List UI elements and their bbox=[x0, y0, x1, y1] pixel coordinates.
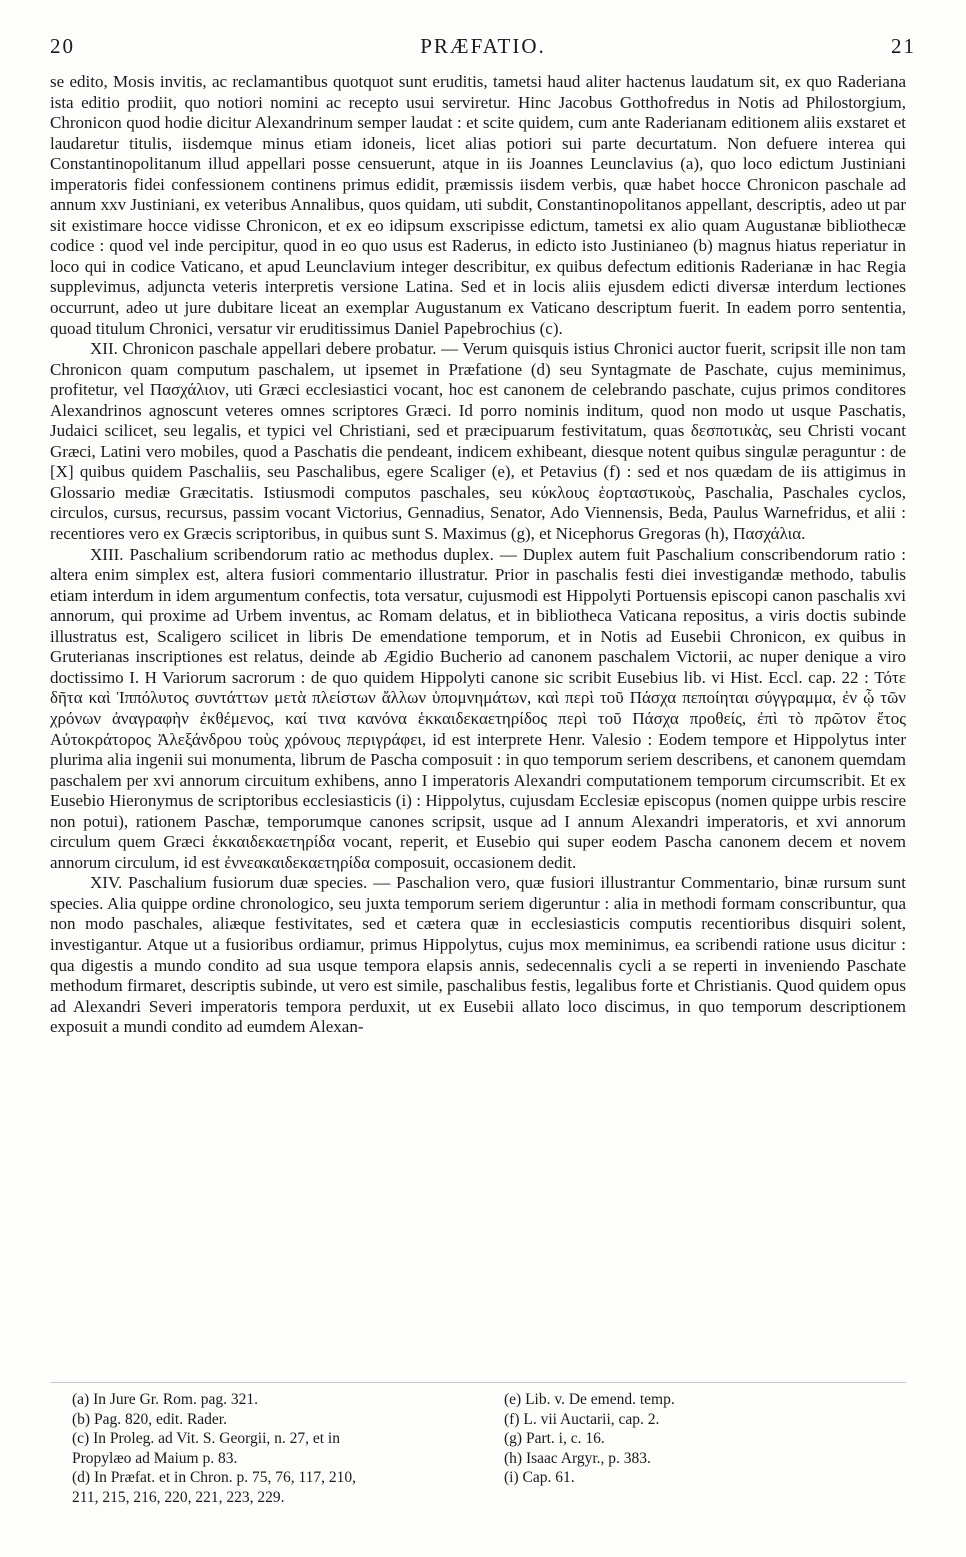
paragraph-continuation: se edito, Mosis invitis, ac reclamantibus quotquot sunt eruditis, tametsi haud aliter hactenus laudatum sit, ex quo Raderiana ista editio prodiit, quo notiori nomini ac recepto usui serviretur. Hinc Jacobus Gotthofredus in Notis ad Philostorgium, Chronicon quod hodie dicitur Alexandrinum semper laudat : et scite quidem, cum ante Raderianam editionem aliis exstaret et laudaretur titulis, iisdemque minus etiam idoneis, licet alias potiori sui parte decurtatum. Non defuere interea qui Constantinopolitanum illud appellari posse censuerunt, atque in iis Joannes Leunclavius (a), quo loco edictum Justiniani imperatoris fidei confessionem continens primus edidit, præmissis iisdem verbis, quæ habet hocce Chronicon paschale ad annum xxv Justiniani, ex veteribus Annalibus, quos quidam, uti subdit, Constantinopolitanos appellant, descriptis, adeo ut par sit existimare hocce vidisse Chronicon, et ex eo idipsum exscripisse edictum, tametsi ex alio quam Augustanæ bibliothecæ codice : quod vel inde percipitur, quod in eo quo usus est Raderus, in edicto isto Justinianeo (b) magnus hiatus reperiatur in loco qui in codice Vaticano, et apud Leunclavium integer describitur, ex quibus defectum editionis Raderianæ in hac Regia supplevimus, adjuncta veteris interpretis versione Latina. Sed et in locis aliis ejusdem edicti diversæ interdum lectiones occurrunt, adeo ut jure dubitare liceat an exemplar Augustanum ex Vaticano descriptum fuerit. In eadem porro sententia, quoad titulum Chronici, versatur vir eruditissimus Daniel Papebrochius (c). bbox=[50, 72, 906, 338]
footnote: (f) L. vii Auctarii, cap. 2. bbox=[504, 1410, 660, 1428]
footnote: (e) Lib. v. De emend. temp. bbox=[504, 1391, 675, 1408]
footnote: (b) Pag. 820, edit. Rader. bbox=[72, 1410, 227, 1428]
page-number-left: 20 bbox=[50, 34, 75, 58]
footnote: (h) Isaac Argyr., p. 383. bbox=[504, 1449, 651, 1467]
footnotes-left-column bbox=[72, 1390, 492, 1508]
footnotes-right-column bbox=[504, 1390, 894, 1488]
section-xiii: XIII. Paschalium scribendorum ratio ac methodus duplex. — Duplex autem fuit Paschalium conscribendorum ratio : altera enim simplex est, altera fusiori commentario illustratur. Prior in paschalis festi diei investigandæ methodo, tabulis etiam interdum in idem argumentum confectis, tota versatur, cujusmodi est Hippolyti Portuensis episcopi canon paschalis xvi annorum, qui proxime ad Urbem inventus, ac Romam delatus, et in bibliotheca Vaticana repositus, a viris doctis subinde illustratus est, Scaligero scilicet in libris De emendatione temporum, et in Notis ad Eusebii Chronicon, ex quibus in Gruterianas inscriptiones est relatus, deinde ab Ægidio Bucherio ad canonem paschalem Victorii, ac nuper denique a viro doctissimo I. H Variorum sacrorum : de quo quidem Hippolyti canone sic scribit Eusebius lib. vi Hist. Eccl. cap. 22 : Τότε δῆτα καὶ Ἱππόλυτος συντάττων μετὰ πλείστων ἄλλων ὑπομνημάτων, καὶ περὶ τοῦ Πάσχα πεποίηται σύγγραμμα, ἐν ᾧ τῶν χρόνων ἀναγραφὴν ἐκθέμενος, καί τινα κανόνα ἑκκαιδεκαετηρίδος περὶ τοῦ Πάσχα προθείς, ἐπὶ τὸ πρῶτον ἔτος Αὐτοκράτορος Ἀλεξάνδρου τοὺς χρόνους περιγράφει, id est interprete Henr. Valesio : Eodem tempore et Hippolytus inter plurima alia ingenii sui monumenta, librum de Pascha composuit : in quo temporum seriem describens, et canonem quemdam paschalem per xvi annorum circuitum exhibens, anno I imperatoris Alexandri computationem temporum circumscribit. Et ex Eusebio Hieronymus de scriptoribus ecclesiasticis (i) : Hippolytus, cujusdam Ecclesiæ episcopus (nomen quippe urbis rescire non potui), rationem Paschæ, temporumque canones scripsit, usque ad I annum Alexandri imperatoris, et xvi annorum circulum quem Græci ἑκκαιδεκαετηρίδα vocant, reperit, et Eusebio qui super eodem Pascha canonem decem et novem annorum circulum, id est ἐννεακαιδεκαετηρίδα composuit, occasionem dedit. bbox=[50, 544, 906, 872]
footnote: (i) Cap. 61. bbox=[504, 1469, 575, 1487]
footnote: 211, 215, 216, 220, 221, 223, 229. bbox=[72, 1488, 285, 1506]
footnote: (c) In Proleg. ad Vit. S. Georgii, n. 27, et in bbox=[72, 1430, 340, 1448]
running-header bbox=[50, 34, 916, 64]
footnote-rule bbox=[50, 1382, 906, 1383]
section-xii: XII. Chronicon paschale appellari debere probatur. — Verum quisquis istius Chronici auctor fuerit, scripsit ille non tam Chronicon quam computum paschalem, ut ipsemet in Præfatione (d) seu Syntagmate de Paschate, cujus meminimus, profitetur, vel Πασχάλιον, uti Græci ecclesiastici vocant, hoc est canonem de celebrando paschate, cujus primos conditores Alexandrinos agnoscunt veteres omnes scriptores Græci. Id porro nominis inditum, quod non modo ut usque Paschatis, Judaici scilicet, seu legalis, et typici vel Christiani, sed et præcipuarum festivitatum, quas δεσποτικὰς, seu Christi vocant Græci, Latini vero mobiles, quod a Paschatis die pendeant, indicem exhibeant, diesque notent quibus singulæ peraguntur : de [X] quibus quidem Paschaliis, seu Paschalibus, egere Scaliger (e), et Petavius (f) : sed et nos quædam de iis attigimus in Glossario mediæ Græcitatis. Istiusmodi computos paschales, seu κύκλους ἑορταστικοὺς, Paschalia, Paschales cyclos, circulos, cursus, recursus, passim vocant Victorius, Gennadius, Senator, Ado Viennensis, Beda, Paulus Warnefridus, et alii : recentiores vero ex Græcis scriptoribus, in quibus sunt S. Maximus (g), et Nicephorus Gregoras (h), Πασχάλια. bbox=[50, 339, 906, 544]
main-text bbox=[50, 72, 906, 1038]
running-title: PRÆFATIO. bbox=[420, 34, 546, 58]
footnote: (g) Part. i, c. 16. bbox=[504, 1430, 605, 1448]
footnote: (d) In Præfat. et in Chron. p. 75, 76, 117, 210, bbox=[72, 1469, 356, 1487]
section-xiv: XIV. Paschalium fusiorum duæ species. — Paschalion vero, quæ fusiori illustrantur Commentario, binæ rursum sunt species. Alia quippe ordine chronologico, seu juxta temporum seriem digeruntur : alia in methodi formam conscribuntur, qua non modo paschales, aliæque festivitates, sed et cætera quæ in ecclesiasticis computis recentioribus disquiri solent, investigantur. Atque ut a fusioribus ordiamur, primus Hippolytus, cujus mox meminimus, ea scribendi ratione usus dicitur : qua digestis a mundo condito ad sua usque tempora elapsis annis, sedecennalis cycli a se reperti in inveniendo Paschate methodum firmaret, descriptis subinde, ut vero est simile, paschalibus festis, legalibus forte et Christianis. Quod quidem opus ad Alexandri Severi imperatoris tempora perduxit, ut ex Eusebii allato loco discimus, in quo temporum descriptionem exposuit a mundi condito ad eumdem Alexan- bbox=[50, 873, 906, 1037]
footnote: Propylæo ad Maium p. 83. bbox=[72, 1449, 238, 1467]
footnote: (a) In Jure Gr. Rom. pag. 321. bbox=[72, 1391, 258, 1408]
page-number-right: 21 bbox=[891, 34, 916, 58]
